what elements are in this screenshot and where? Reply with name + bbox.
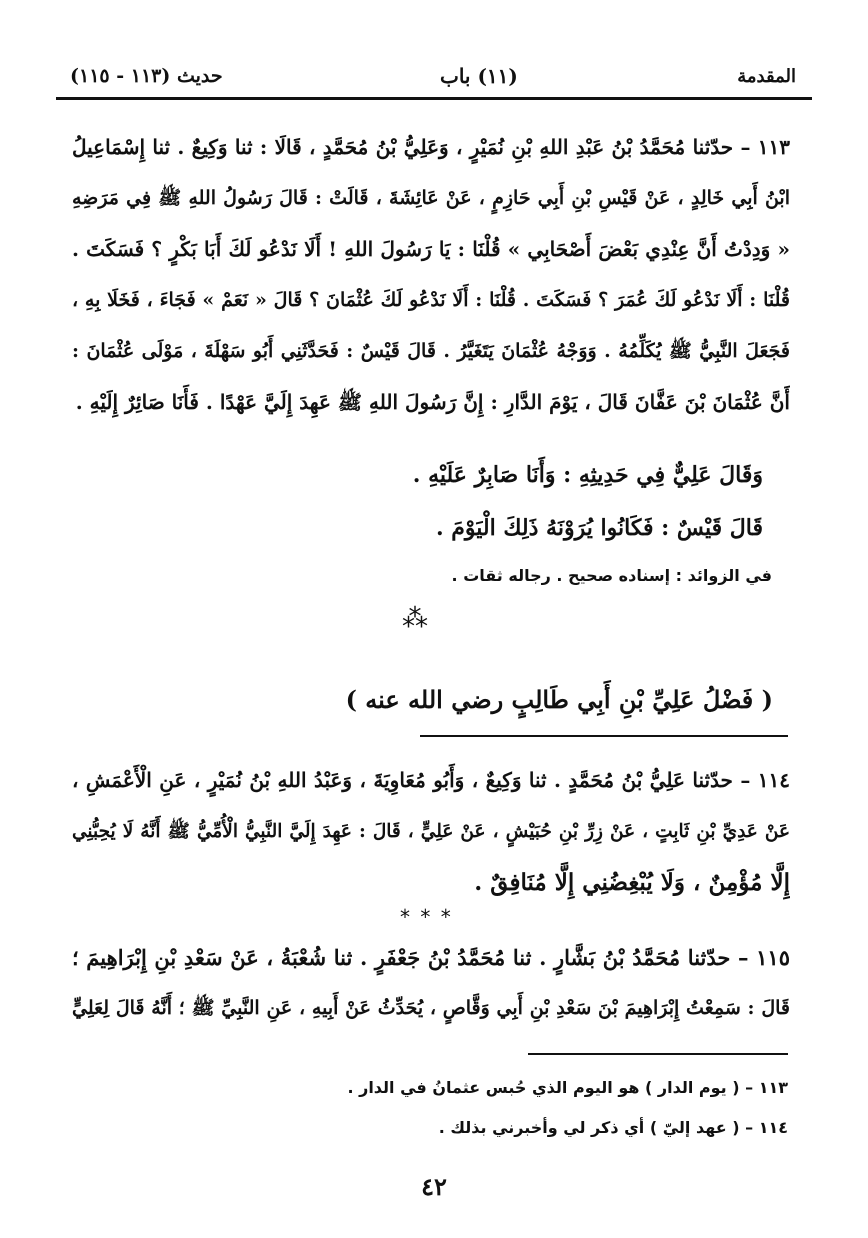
hadith-113-line: « وَدِدْتُ أَنَّ عِنْدِي بَعْضَ أَصْحَابِي » قُلْنَا : يَا رَسُولَ اللهِ ! أَلَا نَدْعُو لَكَ أَبَا بَكْرٍ ؟ فَسَكَتَ .: [72, 237, 790, 261]
footnote-113: ١١٣ – ( يوم الدار ) هو اليوم الذي حُبس عثمانُ في الدار .: [347, 1078, 788, 1097]
hadith-113-line: أَنَّ عُثْمَانَ بْنَ عَفَّانَ قَالَ ، يَوْمَ الدَّارِ : إِنَّ رَسُولَ اللهِ ﷺ عَهِدَ إِلَيَّ عَهْدًا . فَأَنَا صَائِرٌ إِلَيْهِ .: [75, 390, 790, 414]
section-separator: ⁂: [402, 604, 430, 634]
hadith-113-line: قُلْنَا : أَلَا نَدْعُو لَكَ عُمَرَ ؟ فَسَكَتَ . قُلْنَا : أَلَا نَدْعُو لَكَ عُثْمَانَ ؟ قَالَ « نَعَمْ » فَجَاءَ ، فَخَلَا بِهِ ،: [72, 289, 790, 311]
hadith-114: [72, 755, 790, 908]
hadith-114-line: ١١٤ – حدّثنا عَلِيُّ بْنُ مُحَمَّدٍ . ثنا وَكِيعٌ ، وَأَبُو مُعَاوِيَةَ ، وَعَبْدُ اللهِ بْنُ نُمَيْرٍ ، عَنِ الْأَعْمَشِ ،: [72, 768, 790, 792]
hadith-115: [72, 932, 790, 1034]
hadith-115-line: قَالَ : سَمِعْتُ إِبْرَاهِيمَ بْنَ سَعْدِ بْنِ أَبِي وَقَّاصٍ ، يُحَدِّثُ عَنْ أَبِيهِ ، عَنِ النَّبِيِّ ﷺ ؛ أَنَّهُ قَالَ لِعَلِيٍّ: [72, 997, 790, 1019]
hadith-113-line: ابْنُ أَبِي خَالِدٍ ، عَنْ قَيْسِ بْنِ أَبِي حَازِمٍ ، عَنْ عَائِشَةَ ، قَالَتْ : قَالَ رَسُولُ اللهِ ﷺ فِي مَرَضِهِ: [72, 187, 790, 209]
hadith-range: حديث (١١٣ - ١١٥): [70, 65, 223, 87]
zawaid-note: في الزوائد : إسناده صحيح . رجاله ثقات .: [451, 566, 772, 585]
header-rule: [56, 97, 812, 100]
chapter-underline: [420, 735, 788, 737]
hadith-113-line: ١١٣ – حدّثنا مُحَمَّدُ بْنُ عَبْدِ اللهِ بْنِ نُمَيْرٍ ، وَعَلِيُّ بْنُ مُحَمَّدٍ ، قَالَا : ثنا وَكِيعٌ . ثنا إِسْمَاعِيلُ: [72, 135, 790, 159]
hadith-115-line: ١١٥ – حدّثنا مُحَمَّدُ بْنُ بَشَّارٍ . ثنا مُحَمَّدُ بْنُ جَعْفَرٍ . ثنا شُعْبَةُ ، عَنْ سَعْدِ بْنِ إِبْرَاهِيمَ ؛: [72, 945, 790, 970]
hadith-113-line: فَجَعَلَ النَّبِيُّ ﷺ يُكَلِّمُهُ . وَوَجْهُ عُثْمَانَ يَتَغَيَّرُ . قَالَ قَيْسٌ : فَحَدَّثَنِي أَبُو سَهْلَةَ ، مَوْلَى عُثْمَانَ :: [72, 340, 790, 362]
section-title: المقدمة: [737, 65, 796, 87]
chapter-title: ( فَضْلُ عَلِيِّ بْنِ أَبِي طَالِبٍ رضي الله عنه ): [345, 685, 773, 714]
running-head: [70, 58, 796, 94]
chapter-number: (١١) باب: [440, 64, 518, 88]
hadith-113: [72, 122, 790, 428]
footnote-rule: [528, 1053, 788, 1055]
hadith-114-line: إِلَّا مُؤْمِنٌ ، وَلَا يُبْغِضُنِي إِلَّا مُنَافِقٌ .: [474, 869, 790, 896]
page-number: ٤٢: [421, 1172, 447, 1201]
qays-line: قَالَ قَيْسٌ : فَكَانُوا يُرَوْنَهُ ذَلِكَ الْيَوْمَ .: [435, 515, 763, 541]
footnote-114: ١١٤ – ( عهد إليّ ) أي ذكر لي وأخبرني بذلك .: [438, 1118, 788, 1137]
hadith-114-line: عَنْ عَدِيِّ بْنِ ثَابِتٍ ، عَنْ زِرِّ بْنِ حُبَيْشٍ ، عَنْ عَلِيٍّ ، قَالَ : عَهِدَ إِلَيَّ النَّبِيُّ الْأُمِّيُّ ﷺ أَنَّهُ لَا يُحِبُّنِي: [72, 821, 790, 842]
ali-variant-line: وَقَالَ عَلِيٌّ فِي حَدِيثِهِ : وَأَنَا صَابِرٌ عَلَيْهِ .: [412, 462, 763, 488]
hadith-separator: * * *: [400, 905, 453, 929]
